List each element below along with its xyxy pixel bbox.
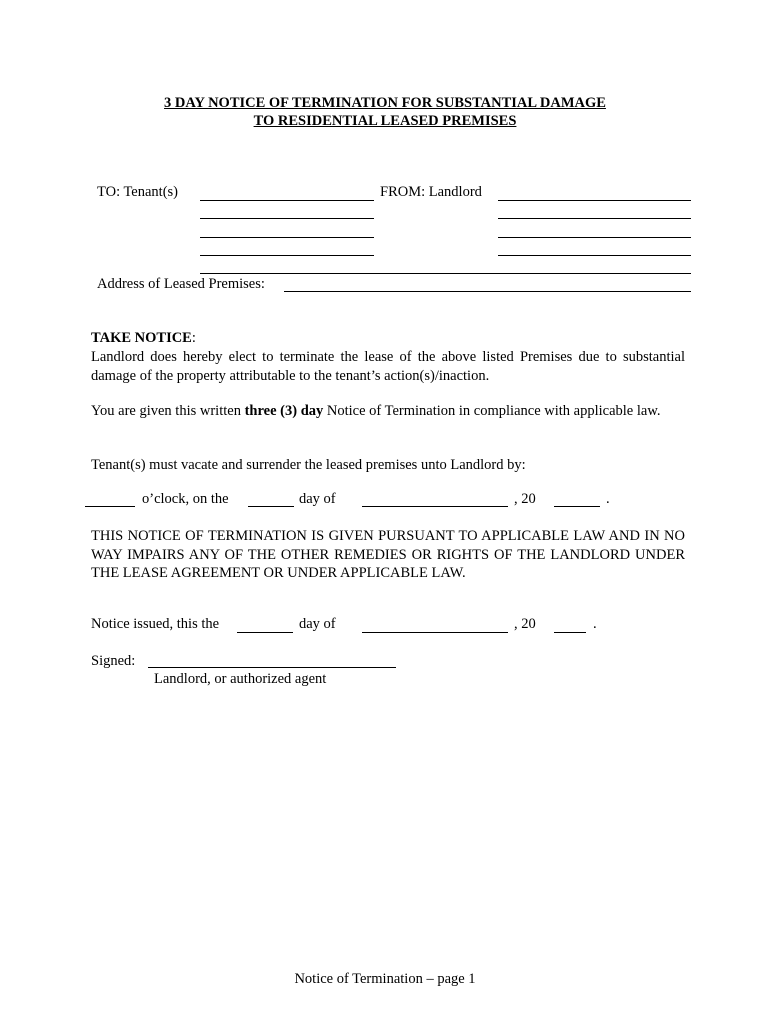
- issued-day-blank[interactable]: [237, 632, 293, 633]
- vacate-hour-blank[interactable]: [85, 506, 135, 507]
- address-line[interactable]: [284, 291, 691, 292]
- vacate-year-blank[interactable]: [554, 506, 600, 507]
- document-title-line-1: 3 DAY NOTICE OF TERMINATION FOR SUBSTANTIAL DAMAGE: [164, 95, 606, 111]
- take-notice-colon: :: [191, 330, 196, 346]
- take-notice-heading-text: TAKE NOTICE: [91, 330, 192, 346]
- landlord-name-line-3[interactable]: [498, 237, 691, 238]
- tenant-name-line-2[interactable]: [200, 218, 374, 219]
- signature-line[interactable]: [148, 667, 396, 668]
- notice-paragraph-3: Tenant(s) must vacate and surrender the leased premises unto Landlord by:: [91, 457, 526, 473]
- vacate-oclock-label: o’clock, on the: [142, 491, 229, 507]
- vacate-day-blank[interactable]: [248, 506, 294, 507]
- issued-label: Notice issued, this the: [91, 616, 220, 632]
- signer-caption: Landlord, or authorized agent: [154, 671, 327, 687]
- tenant-name-line-3[interactable]: [200, 237, 374, 238]
- document-title-line-2: TO RESIDENTIAL LEASED PREMISES: [253, 113, 517, 129]
- vacate-month-blank[interactable]: [362, 506, 508, 507]
- issued-period: .: [593, 616, 597, 632]
- vacate-period: .: [606, 491, 610, 507]
- notice-paragraph-2-after: Notice of Termination in compliance with applicable law.: [323, 403, 661, 419]
- address-label: Address of Leased Premises:: [97, 276, 265, 292]
- vacate-year-prefix: , 20: [514, 491, 536, 507]
- page-footer: Notice of Termination – page 1: [294, 971, 476, 987]
- notice-paragraph-2-before: You are given this written: [91, 403, 245, 419]
- issued-year-blank[interactable]: [554, 632, 586, 633]
- landlord-name-line-4[interactable]: [498, 255, 691, 256]
- take-notice-heading: [91, 330, 196, 347]
- notice-paragraph-2-bold: three (3) day: [244, 403, 324, 419]
- legal-paragraph: THIS NOTICE OF TERMINATION IS GIVEN PURSUANT TO APPLICABLE LAW AND IN NO WAY IMPAIRS ANY OF THE OTHER REMEDIES OR RIGHTS OF THE LANDLORD UNDER THE LEASE AGREEMENT OR UNDER APPLICABLE LAW.: [91, 528, 685, 581]
- tenant-label: TO: Tenant(s): [97, 184, 179, 200]
- landlord-label: FROM: Landlord: [380, 184, 482, 200]
- notice-paragraph-2: [91, 402, 685, 421]
- notice-paragraph-1: Landlord does hereby elect to terminate the lease of the above listed Premises due to substantial damage of the property attributable to the tenant’s action(s)/inaction.: [91, 349, 685, 384]
- issued-year-prefix: , 20: [514, 616, 536, 632]
- issued-day-of-label: day of: [299, 616, 336, 632]
- address-line-upper[interactable]: [200, 273, 691, 274]
- signed-label: Signed:: [91, 653, 136, 669]
- tenant-name-line-4[interactable]: [200, 255, 374, 256]
- landlord-name-line-1[interactable]: [498, 200, 691, 201]
- tenant-name-line-1[interactable]: [200, 200, 374, 201]
- vacate-day-of-label: day of: [299, 491, 336, 507]
- landlord-name-line-2[interactable]: [498, 218, 691, 219]
- issued-month-blank[interactable]: [362, 632, 508, 633]
